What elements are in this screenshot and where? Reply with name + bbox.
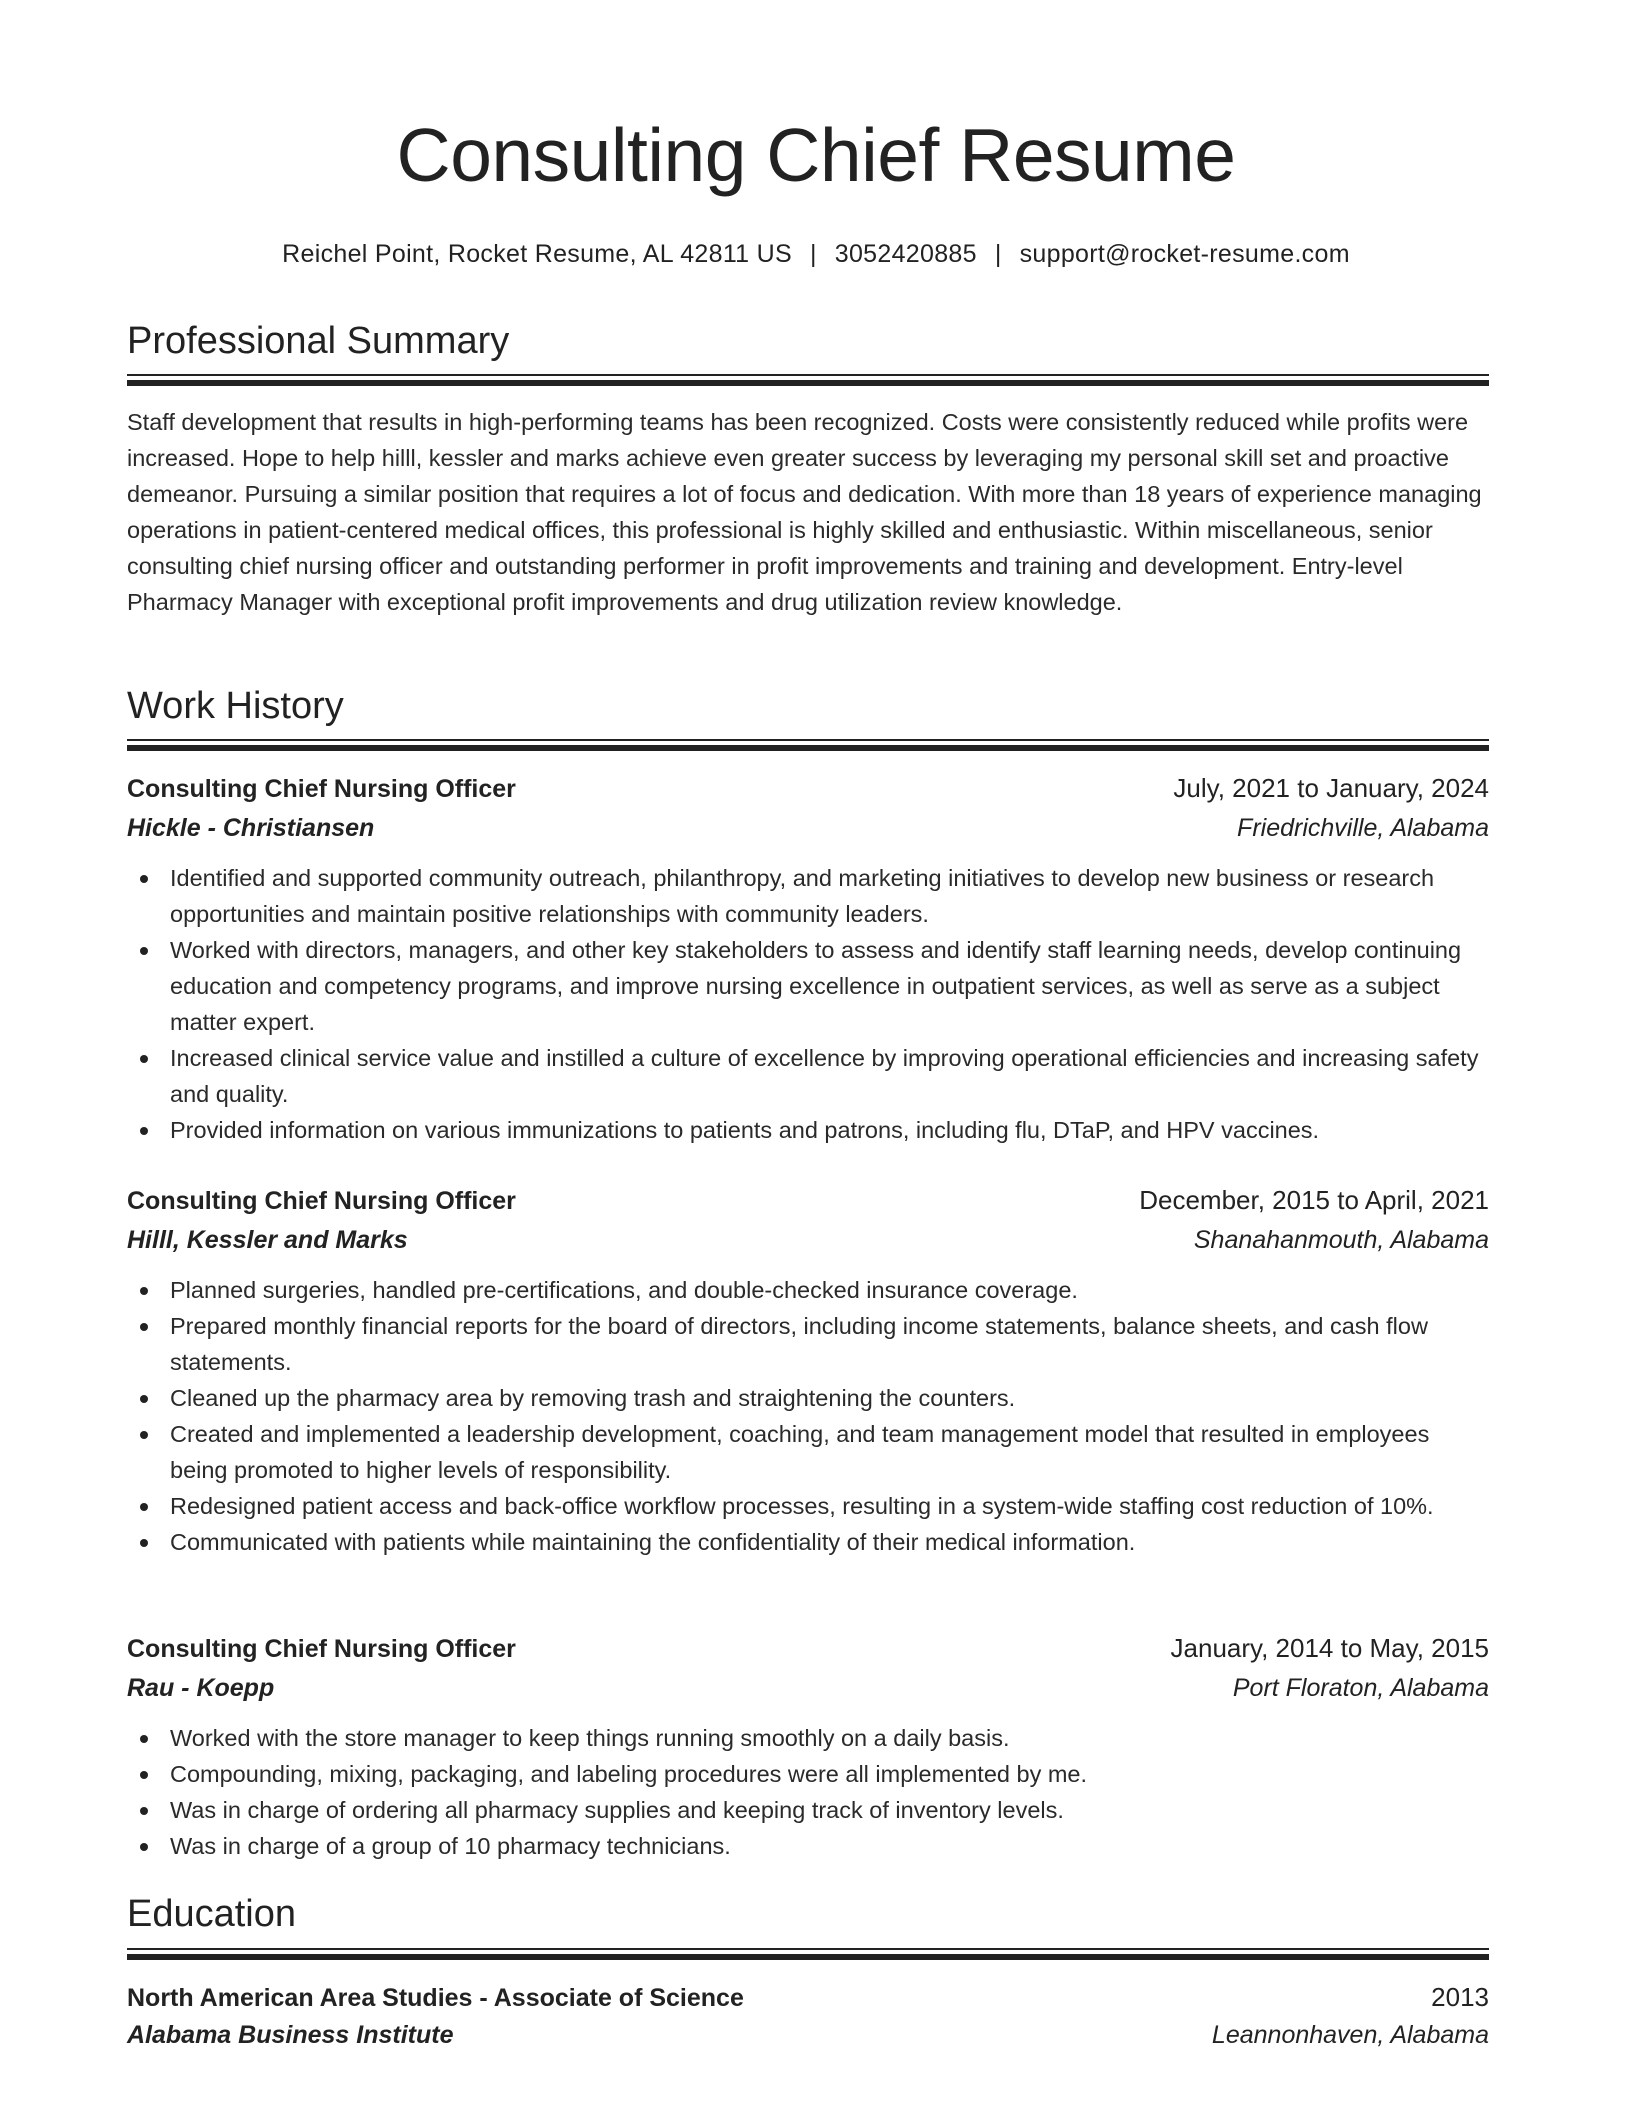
contact-line [0, 239, 1632, 269]
resume-title: Consulting Chief Resume [396, 113, 1236, 197]
job-dates: December, 2015 to April, 2021 [1139, 1185, 1489, 1215]
job-company: Hickle - Christiansen [127, 814, 375, 842]
bullet-item: Redesigned patient access and back-office workflow processes, resulting in a system-wide staffing cost reduction of 10%. [127, 1488, 1489, 1524]
bullet-item: Prepared monthly financial reports for the board of directors, including income statements, balance sheets, and cash flow statements. [127, 1308, 1489, 1380]
graduation-year: 2013 [1431, 1982, 1489, 2012]
job-title: Consulting Chief Nursing Officer [127, 775, 516, 803]
bullet-item: Increased clinical service value and instilled a culture of excellence by improving operational efficiencies and increasing safety and quality. [127, 1040, 1489, 1112]
section-divider [127, 1948, 1489, 1960]
education-heading: Education [127, 1893, 297, 1935]
school-name: Alabama Business Institute [127, 2021, 454, 2049]
bullet-item: Was in charge of a group of 10 pharmacy technicians. [127, 1828, 1489, 1864]
degree: North American Area Studies - Associate of Science [127, 1984, 744, 2012]
bullet-item: Created and implemented a leadership development, coaching, and team management model that resulted in employees being promoted to higher levels of responsibility. [127, 1416, 1489, 1488]
summary-text: Staff development that results in high-performing teams has been recognized. Costs were consistently reduced while profits were increased. Hope to help hilll, kessler and marks achieve even greater success by leveraging my personal skill set and proactive demeanor. Pursuing a similar position that requires a lot of focus and dedication. With more than 18 years of experience managing operations in patient-centered medical offices, this professional is highly skilled and enthusiastic. Within miscellaneous, senior consulting chief nursing officer and outstanding performer in profit improvements and training and development. Entry-level Pharmacy Manager with exceptional profit improvements and drug utilization review knowledge. [127, 409, 1482, 615]
job-company: Rau - Koepp [127, 1674, 275, 1702]
job-title: Consulting Chief Nursing Officer [127, 1635, 516, 1663]
separator: | [809, 240, 817, 268]
job-dates: January, 2014 to May, 2015 [1170, 1633, 1489, 1663]
job-bullets [127, 1720, 1489, 1864]
job-entry [127, 768, 1489, 1148]
bullet-item: Worked with the store manager to keep things running smoothly on a daily basis. [127, 1720, 1489, 1756]
summary-heading: Professional Summary [127, 320, 510, 362]
address: Reichel Point, Rocket Resume, AL 42811 US [282, 240, 792, 268]
bullet-item: Was in charge of ordering all pharmacy supplies and keeping track of inventory levels. [127, 1792, 1489, 1828]
school-location: Leannonhaven, Alabama [1211, 2021, 1489, 2049]
bullet-item: Identified and supported community outreach, philanthropy, and marketing initiatives to develop new business or research opportunities and maintain positive relationships with community leaders. [127, 860, 1489, 932]
phone: 3052420885 [834, 240, 977, 268]
job-location: Port Floraton, Alabama [1232, 1674, 1489, 1702]
section-divider [127, 739, 1489, 751]
work-history-heading: Work History [127, 685, 344, 727]
education-entry [127, 1977, 1489, 2053]
job-bullets [127, 860, 1489, 1148]
job-location: Shanahanmouth, Alabama [1193, 1226, 1489, 1254]
job-company: Hilll, Kessler and Marks [127, 1226, 408, 1254]
job-entry [127, 1628, 1489, 1864]
job-title: Consulting Chief Nursing Officer [127, 1187, 516, 1215]
bullet-item: Planned surgeries, handled pre-certifications, and double-checked insurance coverage. [127, 1272, 1489, 1308]
job-location: Friedrichville, Alabama [1237, 814, 1489, 842]
bullet-item: Worked with directors, managers, and other key stakeholders to assess and identify staff learning needs, develop continuing education and competency programs, and improve nursing excellence in outpatient services, as well as serve as a subject matter expert. [127, 932, 1489, 1040]
bullet-item: Communicated with patients while maintaining the confidentiality of their medical information. [127, 1524, 1489, 1560]
separator: | [994, 240, 1002, 268]
job-entry [127, 1180, 1489, 1560]
section-divider [127, 374, 1489, 386]
job-dates: July, 2021 to January, 2024 [1173, 773, 1489, 803]
email: support@rocket-resume.com [1019, 240, 1350, 268]
job-bullets [127, 1272, 1489, 1560]
bullet-item: Provided information on various immunizations to patients and patrons, including flu, DTaP, and HPV vaccines. [127, 1112, 1489, 1148]
bullet-item: Cleaned up the pharmacy area by removing trash and straightening the counters. [127, 1380, 1489, 1416]
bullet-item: Compounding, mixing, packaging, and labeling procedures were all implemented by me. [127, 1756, 1489, 1792]
